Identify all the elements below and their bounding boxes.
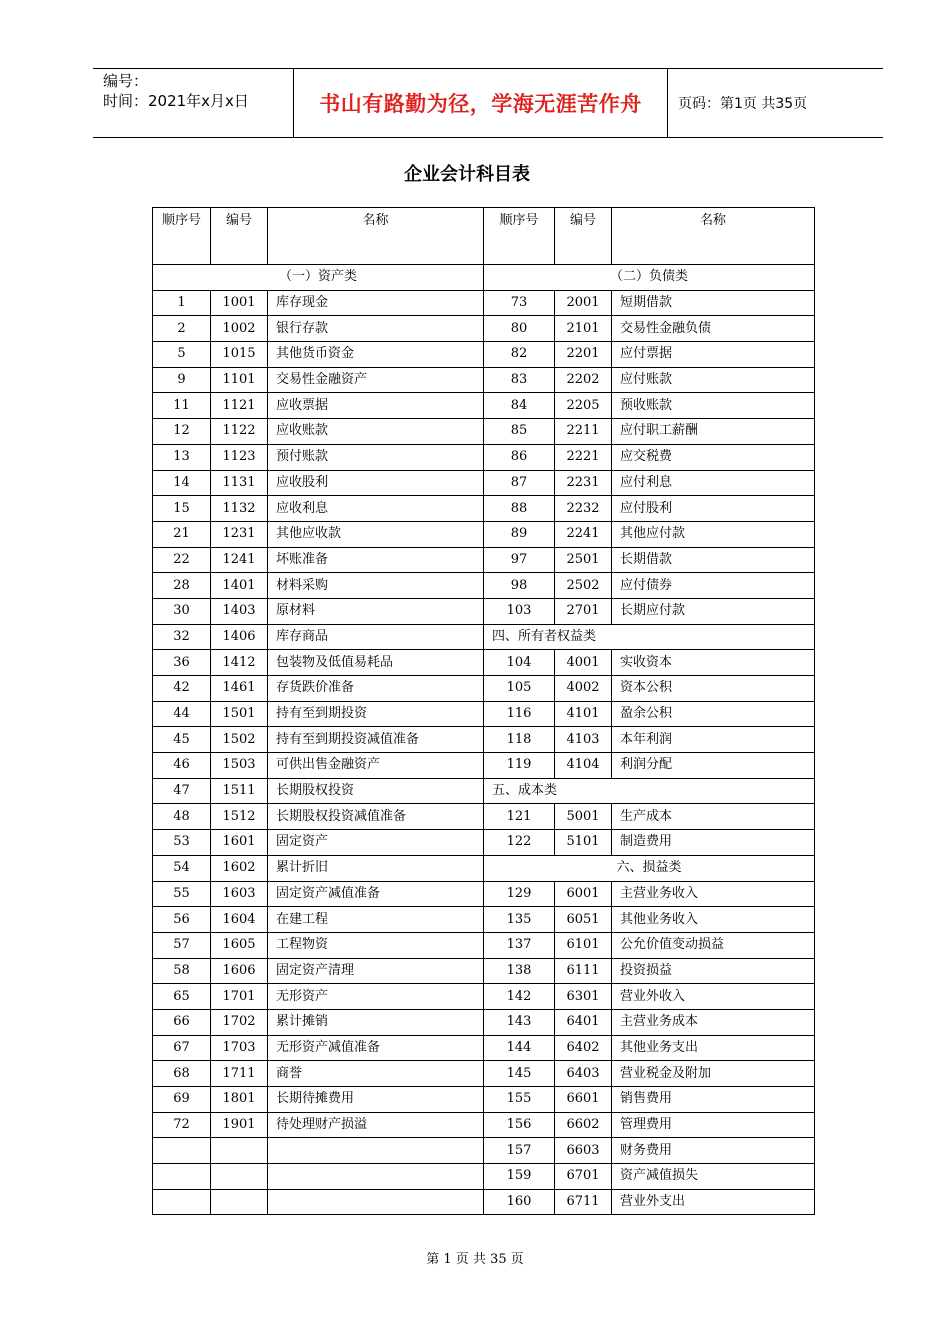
right-name-cell: 其他业务支出 <box>612 1035 815 1061</box>
header-seq-right: 顺序号 <box>484 208 555 265</box>
right-name-cell: 应交税费 <box>612 444 815 470</box>
table-row <box>153 470 815 496</box>
left-code-cell: 1122 <box>211 419 268 445</box>
right-code-cell: 4101 <box>555 701 612 727</box>
table-row <box>153 1164 815 1190</box>
right-name-cell: 投资损益 <box>612 958 815 984</box>
right-name-cell: 本年利润 <box>612 727 815 753</box>
table-row <box>153 676 815 702</box>
left-name-cell: 库存现金 <box>268 290 484 316</box>
left-seq-cell <box>153 1138 211 1164</box>
right-code-cell: 6401 <box>555 1009 612 1035</box>
left-name-cell: 固定资产 <box>268 830 484 856</box>
left-code-cell: 1001 <box>211 290 268 316</box>
right-seq-cell: 121 <box>484 804 555 830</box>
left-seq-cell: 42 <box>153 676 211 702</box>
left-seq-cell: 14 <box>153 470 211 496</box>
right-name-cell: 实收资本 <box>612 650 815 676</box>
left-seq-cell: 57 <box>153 932 211 958</box>
table-row <box>153 1189 815 1215</box>
table-row <box>153 444 815 470</box>
right-code-cell: 5001 <box>555 804 612 830</box>
left-name-cell: 其他应收款 <box>268 521 484 547</box>
right-name-cell: 销售费用 <box>612 1087 815 1113</box>
right-code-cell: 6111 <box>555 958 612 984</box>
left-code-cell: 1015 <box>211 342 268 368</box>
table-row <box>153 907 815 933</box>
right-name-cell: 长期借款 <box>612 547 815 573</box>
header-name-right: 名称 <box>612 208 815 265</box>
left-code-cell: 1241 <box>211 547 268 573</box>
left-code-cell <box>211 1138 268 1164</box>
right-seq-cell: 116 <box>484 701 555 727</box>
left-code-cell: 1131 <box>211 470 268 496</box>
left-name-cell: 预付账款 <box>268 444 484 470</box>
table-row <box>153 496 815 522</box>
left-seq-cell: 32 <box>153 624 211 650</box>
right-name-cell: 长期应付款 <box>612 598 815 624</box>
table-row <box>153 881 815 907</box>
left-name-cell: 包装物及低值易耗品 <box>268 650 484 676</box>
section-row <box>153 265 815 291</box>
right-code-cell: 6601 <box>555 1087 612 1113</box>
right-name-cell: 资本公积 <box>612 676 815 702</box>
table-row <box>153 753 815 779</box>
left-seq-cell: 13 <box>153 444 211 470</box>
left-code-cell: 1901 <box>211 1112 268 1138</box>
right-name-cell: 应付债券 <box>612 573 815 599</box>
left-seq-cell: 46 <box>153 753 211 779</box>
left-seq-cell: 44 <box>153 701 211 727</box>
left-seq-cell: 36 <box>153 650 211 676</box>
right-code-cell: 2001 <box>555 290 612 316</box>
right-name-cell: 主营业务成本 <box>612 1009 815 1035</box>
left-name-cell: 应收利息 <box>268 496 484 522</box>
right-seq-cell: 143 <box>484 1009 555 1035</box>
code-label: 编号： <box>103 72 149 90</box>
right-code-cell: 2231 <box>555 470 612 496</box>
table-row <box>153 1112 815 1138</box>
right-name-cell: 营业外收入 <box>612 984 815 1010</box>
table-row <box>153 547 815 573</box>
left-seq-cell: 48 <box>153 804 211 830</box>
left-seq-cell: 30 <box>153 598 211 624</box>
right-code-cell: 6001 <box>555 881 612 907</box>
right-code-cell: 4104 <box>555 753 612 779</box>
right-seq-cell: 160 <box>484 1189 555 1215</box>
right-name-cell: 营业外支出 <box>612 1189 815 1215</box>
table-row <box>153 778 815 804</box>
right-seq-cell: 88 <box>484 496 555 522</box>
accounts-table <box>152 207 815 1215</box>
left-code-cell: 1403 <box>211 598 268 624</box>
section-heading-cell: 五、成本类 <box>484 778 815 804</box>
table-row <box>153 419 815 445</box>
right-name-cell: 利润分配 <box>612 753 815 779</box>
left-seq-cell: 56 <box>153 907 211 933</box>
left-seq-cell: 65 <box>153 984 211 1010</box>
right-code-cell: 6051 <box>555 907 612 933</box>
table-row <box>153 290 815 316</box>
table-row <box>153 393 815 419</box>
table-row <box>153 316 815 342</box>
right-name-cell: 预收账款 <box>612 393 815 419</box>
right-seq-cell: 122 <box>484 830 555 856</box>
left-code-cell: 1511 <box>211 778 268 804</box>
right-code-cell: 6301 <box>555 984 612 1010</box>
left-code-cell: 1501 <box>211 701 268 727</box>
right-seq-cell: 157 <box>484 1138 555 1164</box>
left-name-cell: 无形资产减值准备 <box>268 1035 484 1061</box>
left-name-cell: 存货跌价准备 <box>268 676 484 702</box>
left-seq-cell: 47 <box>153 778 211 804</box>
left-code-cell: 1606 <box>211 958 268 984</box>
left-code-cell: 1123 <box>211 444 268 470</box>
right-name-cell: 应付账款 <box>612 367 815 393</box>
right-code-cell: 2205 <box>555 393 612 419</box>
left-name-cell: 坏账准备 <box>268 547 484 573</box>
right-code-cell: 6603 <box>555 1138 612 1164</box>
left-name-cell <box>268 1138 484 1164</box>
right-name-cell: 制造费用 <box>612 830 815 856</box>
left-name-cell: 持有至到期投资减值准备 <box>268 727 484 753</box>
left-name-cell: 持有至到期投资 <box>268 701 484 727</box>
left-code-cell: 1701 <box>211 984 268 1010</box>
left-seq-cell: 45 <box>153 727 211 753</box>
right-seq-cell: 144 <box>484 1035 555 1061</box>
left-name-cell: 材料采购 <box>268 573 484 599</box>
right-code-cell: 4103 <box>555 727 612 753</box>
left-name-cell: 在建工程 <box>268 907 484 933</box>
left-name-cell: 累计摊销 <box>268 1009 484 1035</box>
time-label: 时间：2021年x月x日 <box>103 92 249 110</box>
right-seq-cell: 155 <box>484 1087 555 1113</box>
left-code-cell: 1604 <box>211 907 268 933</box>
left-code-cell: 1461 <box>211 676 268 702</box>
left-code-cell: 1502 <box>211 727 268 753</box>
right-code-cell: 2241 <box>555 521 612 547</box>
left-name-cell: 无形资产 <box>268 984 484 1010</box>
left-code-cell: 1602 <box>211 855 268 881</box>
table-row <box>153 830 815 856</box>
left-name-cell: 银行存款 <box>268 316 484 342</box>
left-code-cell <box>211 1164 268 1190</box>
left-code-cell: 1002 <box>211 316 268 342</box>
right-code-cell: 4002 <box>555 676 612 702</box>
left-seq-cell: 12 <box>153 419 211 445</box>
page-footer: 第 1 页 共 35 页 <box>426 1252 524 1267</box>
table-row <box>153 598 815 624</box>
left-code-cell <box>211 1189 268 1215</box>
right-seq-cell: 80 <box>484 316 555 342</box>
table-row <box>153 1009 815 1035</box>
left-name-cell: 原材料 <box>268 598 484 624</box>
right-name-cell: 营业税金及附加 <box>612 1061 815 1087</box>
left-name-cell <box>268 1189 484 1215</box>
left-name-cell: 应收股利 <box>268 470 484 496</box>
table-row <box>153 367 815 393</box>
left-code-cell: 1401 <box>211 573 268 599</box>
motto: 书山有路勤为径，学海无涯苦作舟 <box>294 69 668 137</box>
left-name-cell: 固定资产清理 <box>268 958 484 984</box>
right-seq-cell: 85 <box>484 419 555 445</box>
table-row <box>153 701 815 727</box>
right-seq-cell: 137 <box>484 932 555 958</box>
left-seq-cell: 66 <box>153 1009 211 1035</box>
right-name-cell: 短期借款 <box>612 290 815 316</box>
right-name-cell: 应付股利 <box>612 496 815 522</box>
table-row <box>153 727 815 753</box>
right-seq-cell: 156 <box>484 1112 555 1138</box>
right-code-cell: 2502 <box>555 573 612 599</box>
left-seq-cell: 58 <box>153 958 211 984</box>
left-code-cell: 1512 <box>211 804 268 830</box>
table-header-row <box>153 208 815 265</box>
left-seq-cell <box>153 1164 211 1190</box>
right-name-cell: 交易性金融负债 <box>612 316 815 342</box>
right-name-cell: 盈余公积 <box>612 701 815 727</box>
left-name-cell: 长期股权投资减值准备 <box>268 804 484 830</box>
right-seq-cell: 104 <box>484 650 555 676</box>
left-name-cell: 长期股权投资 <box>268 778 484 804</box>
right-seq-cell: 118 <box>484 727 555 753</box>
left-name-cell: 库存商品 <box>268 624 484 650</box>
right-code-cell: 6101 <box>555 932 612 958</box>
left-name-cell: 商誉 <box>268 1061 484 1087</box>
right-code-cell: 2701 <box>555 598 612 624</box>
right-code-cell: 2211 <box>555 419 612 445</box>
left-code-cell: 1231 <box>211 521 268 547</box>
left-name-cell: 累计折旧 <box>268 855 484 881</box>
right-code-cell: 2201 <box>555 342 612 368</box>
header-meta <box>93 69 294 137</box>
left-code-cell: 1703 <box>211 1035 268 1061</box>
right-code-cell: 6602 <box>555 1112 612 1138</box>
right-name-cell: 财务费用 <box>612 1138 815 1164</box>
right-code-cell: 2202 <box>555 367 612 393</box>
right-name-cell: 应付票据 <box>612 342 815 368</box>
left-seq-cell: 69 <box>153 1087 211 1113</box>
left-code-cell: 1121 <box>211 393 268 419</box>
header-code-left: 编号 <box>211 208 268 265</box>
table-row <box>153 804 815 830</box>
table-row <box>153 1061 815 1087</box>
right-seq-cell: 105 <box>484 676 555 702</box>
table-row <box>153 573 815 599</box>
table-row <box>153 624 815 650</box>
right-name-cell: 应付职工薪酬 <box>612 419 815 445</box>
left-code-cell: 1702 <box>211 1009 268 1035</box>
table-row <box>153 521 815 547</box>
left-code-cell: 1101 <box>211 367 268 393</box>
left-code-cell: 1412 <box>211 650 268 676</box>
page-info: 页码：第1页 共35页 <box>678 96 808 112</box>
header-seq-left: 顺序号 <box>153 208 211 265</box>
left-seq-cell: 55 <box>153 881 211 907</box>
left-code-cell: 1503 <box>211 753 268 779</box>
table-row <box>153 650 815 676</box>
left-name-cell: 应收票据 <box>268 393 484 419</box>
right-name-cell: 公允价值变动损益 <box>612 932 815 958</box>
right-seq-cell: 86 <box>484 444 555 470</box>
right-seq-cell: 138 <box>484 958 555 984</box>
left-seq-cell: 53 <box>153 830 211 856</box>
left-code-cell: 1711 <box>211 1061 268 1087</box>
left-name-cell: 交易性金融资产 <box>268 367 484 393</box>
left-name-cell: 可供出售金融资产 <box>268 753 484 779</box>
table-row <box>153 1138 815 1164</box>
right-name-cell: 主营业务收入 <box>612 881 815 907</box>
right-code-cell: 2101 <box>555 316 612 342</box>
left-seq-cell: 67 <box>153 1035 211 1061</box>
right-code-cell: 6701 <box>555 1164 612 1190</box>
table-row <box>153 855 815 881</box>
table-row <box>153 1035 815 1061</box>
document-header <box>93 68 883 138</box>
left-seq-cell: 9 <box>153 367 211 393</box>
right-code-cell: 5101 <box>555 830 612 856</box>
left-name-cell: 工程物资 <box>268 932 484 958</box>
right-seq-cell: 89 <box>484 521 555 547</box>
right-name-cell: 其他应付款 <box>612 521 815 547</box>
left-seq-cell: 2 <box>153 316 211 342</box>
right-seq-cell: 129 <box>484 881 555 907</box>
right-code-cell: 6711 <box>555 1189 612 1215</box>
right-name-cell: 资产减值损失 <box>612 1164 815 1190</box>
right-name-cell: 生产成本 <box>612 804 815 830</box>
right-code-cell: 2232 <box>555 496 612 522</box>
left-code-cell: 1801 <box>211 1087 268 1113</box>
left-code-cell: 1605 <box>211 932 268 958</box>
right-code-cell: 2501 <box>555 547 612 573</box>
right-seq-cell: 98 <box>484 573 555 599</box>
left-seq-cell: 54 <box>153 855 211 881</box>
left-code-cell: 1406 <box>211 624 268 650</box>
left-seq-cell: 22 <box>153 547 211 573</box>
section-assets: （一）资产类 <box>153 265 484 291</box>
right-seq-cell: 87 <box>484 470 555 496</box>
section-heading-cell: 四、所有者权益类 <box>484 624 815 650</box>
table-row <box>153 932 815 958</box>
left-name-cell: 待处理财产损溢 <box>268 1112 484 1138</box>
right-seq-cell: 142 <box>484 984 555 1010</box>
left-seq-cell: 1 <box>153 290 211 316</box>
left-code-cell: 1603 <box>211 881 268 907</box>
right-seq-cell: 83 <box>484 367 555 393</box>
right-code-cell: 6403 <box>555 1061 612 1087</box>
right-seq-cell: 97 <box>484 547 555 573</box>
section-liabilities: （二）负债类 <box>484 265 815 291</box>
page-title: 企业会计科目表 <box>404 164 530 185</box>
table-row <box>153 958 815 984</box>
header-name-left: 名称 <box>268 208 484 265</box>
left-seq-cell: 21 <box>153 521 211 547</box>
left-seq-cell: 11 <box>153 393 211 419</box>
right-seq-cell: 135 <box>484 907 555 933</box>
left-seq-cell: 15 <box>153 496 211 522</box>
left-seq-cell: 28 <box>153 573 211 599</box>
left-seq-cell: 68 <box>153 1061 211 1087</box>
left-seq-cell: 72 <box>153 1112 211 1138</box>
left-name-cell: 固定资产减值准备 <box>268 881 484 907</box>
left-seq-cell: 5 <box>153 342 211 368</box>
right-code-cell: 4001 <box>555 650 612 676</box>
right-name-cell: 管理费用 <box>612 1112 815 1138</box>
right-seq-cell: 82 <box>484 342 555 368</box>
right-seq-cell: 159 <box>484 1164 555 1190</box>
header-code-right: 编号 <box>555 208 612 265</box>
table-row <box>153 984 815 1010</box>
right-seq-cell: 103 <box>484 598 555 624</box>
left-name-cell: 其他货币资金 <box>268 342 484 368</box>
right-seq-cell: 119 <box>484 753 555 779</box>
table-row <box>153 1087 815 1113</box>
right-seq-cell: 84 <box>484 393 555 419</box>
left-code-cell: 1601 <box>211 830 268 856</box>
right-name-cell: 其他业务收入 <box>612 907 815 933</box>
left-name-cell: 应收账款 <box>268 419 484 445</box>
right-code-cell: 6402 <box>555 1035 612 1061</box>
left-code-cell: 1132 <box>211 496 268 522</box>
left-seq-cell <box>153 1189 211 1215</box>
table-row <box>153 342 815 368</box>
right-seq-cell: 73 <box>484 290 555 316</box>
right-seq-cell: 145 <box>484 1061 555 1087</box>
right-name-cell: 应付利息 <box>612 470 815 496</box>
right-code-cell: 2221 <box>555 444 612 470</box>
left-name-cell: 长期待摊费用 <box>268 1087 484 1113</box>
left-name-cell <box>268 1164 484 1190</box>
section-heading-cell: 六、损益类 <box>484 855 815 881</box>
